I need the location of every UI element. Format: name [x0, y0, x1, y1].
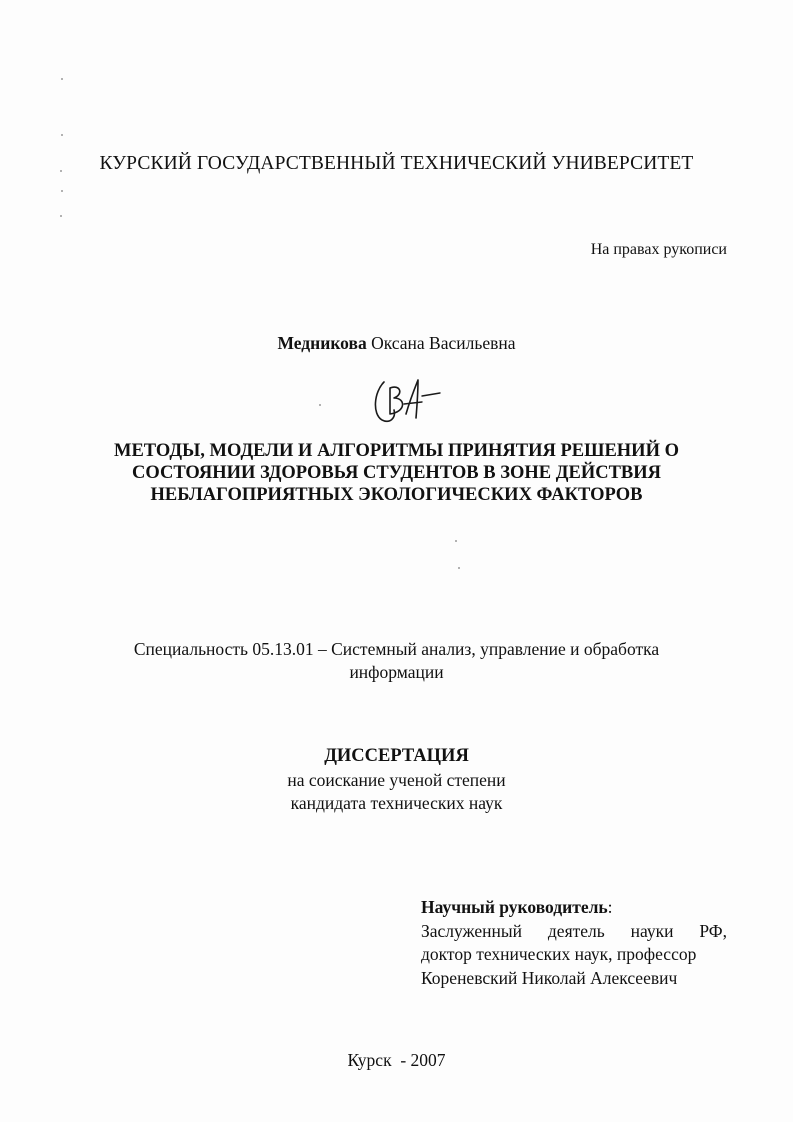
supervisor-word: РФ,: [699, 920, 727, 941]
supervisor-word: деятель: [547, 920, 605, 941]
scan-speck: [458, 567, 460, 569]
specialty-line: Специальность 05.13.01 – Системный анализ, управление и обработка: [133, 639, 660, 659]
supervisor-heading-colon: :: [607, 897, 613, 917]
city-year: Курск - 2007: [347, 1050, 446, 1070]
supervisor-block: [421, 896, 727, 990]
scan-speck: [61, 190, 63, 192]
handwritten-signature: [370, 374, 442, 430]
scan-speck: [61, 78, 63, 80]
supervisor-name: Кореневский Николай Алексеевич: [421, 967, 678, 988]
supervisor-line: [421, 920, 727, 944]
author-surname: Медникова: [277, 333, 367, 353]
author-name: [0, 333, 793, 354]
degree-line: кандидата технических наук: [290, 793, 503, 813]
scan-speck: [319, 404, 321, 406]
title-line: НЕБЛАГОПРИЯТНЫХ ЭКОЛОГИЧЕСКИХ ФАКТОРОВ: [150, 485, 643, 505]
scan-speck: [455, 540, 457, 542]
degree-line: на соискание ученой степени: [287, 770, 506, 790]
dissertation-title: [80, 440, 713, 506]
manuscript-note: На правах рукописи: [590, 241, 727, 258]
scan-speck: [60, 215, 62, 217]
specialty-block: [60, 638, 733, 684]
scan-speck: [61, 134, 63, 136]
specialty-line: информации: [349, 662, 444, 682]
supervisor-heading-label: Научный руководитель: [421, 897, 608, 917]
supervisor-word: науки: [630, 920, 674, 941]
title-line: СОСТОЯНИИ ЗДОРОВЬЯ СТУДЕНТОВ В ЗОНЕ ДЕЙСТВИЯ: [132, 463, 661, 483]
supervisor-heading: [421, 896, 727, 920]
university-name: КУРСКИЙ ГОСУДАРСТВЕННЫЙ ТЕХНИЧЕСКИЙ УНИВЕРСИТЕТ: [99, 153, 694, 174]
supervisor-line: доктор технических наук, профессор: [421, 944, 697, 964]
supervisor-word: Заслуженный: [421, 920, 523, 941]
dissertation-heading: ДИССЕРТАЦИЯ: [324, 746, 469, 766]
title-line: МЕТОДЫ, МОДЕЛИ И АЛГОРИТМЫ ПРИНЯТИЯ РЕШЕНИЙ О: [114, 441, 679, 461]
author-given-names: Оксана Васильевна: [371, 333, 516, 353]
